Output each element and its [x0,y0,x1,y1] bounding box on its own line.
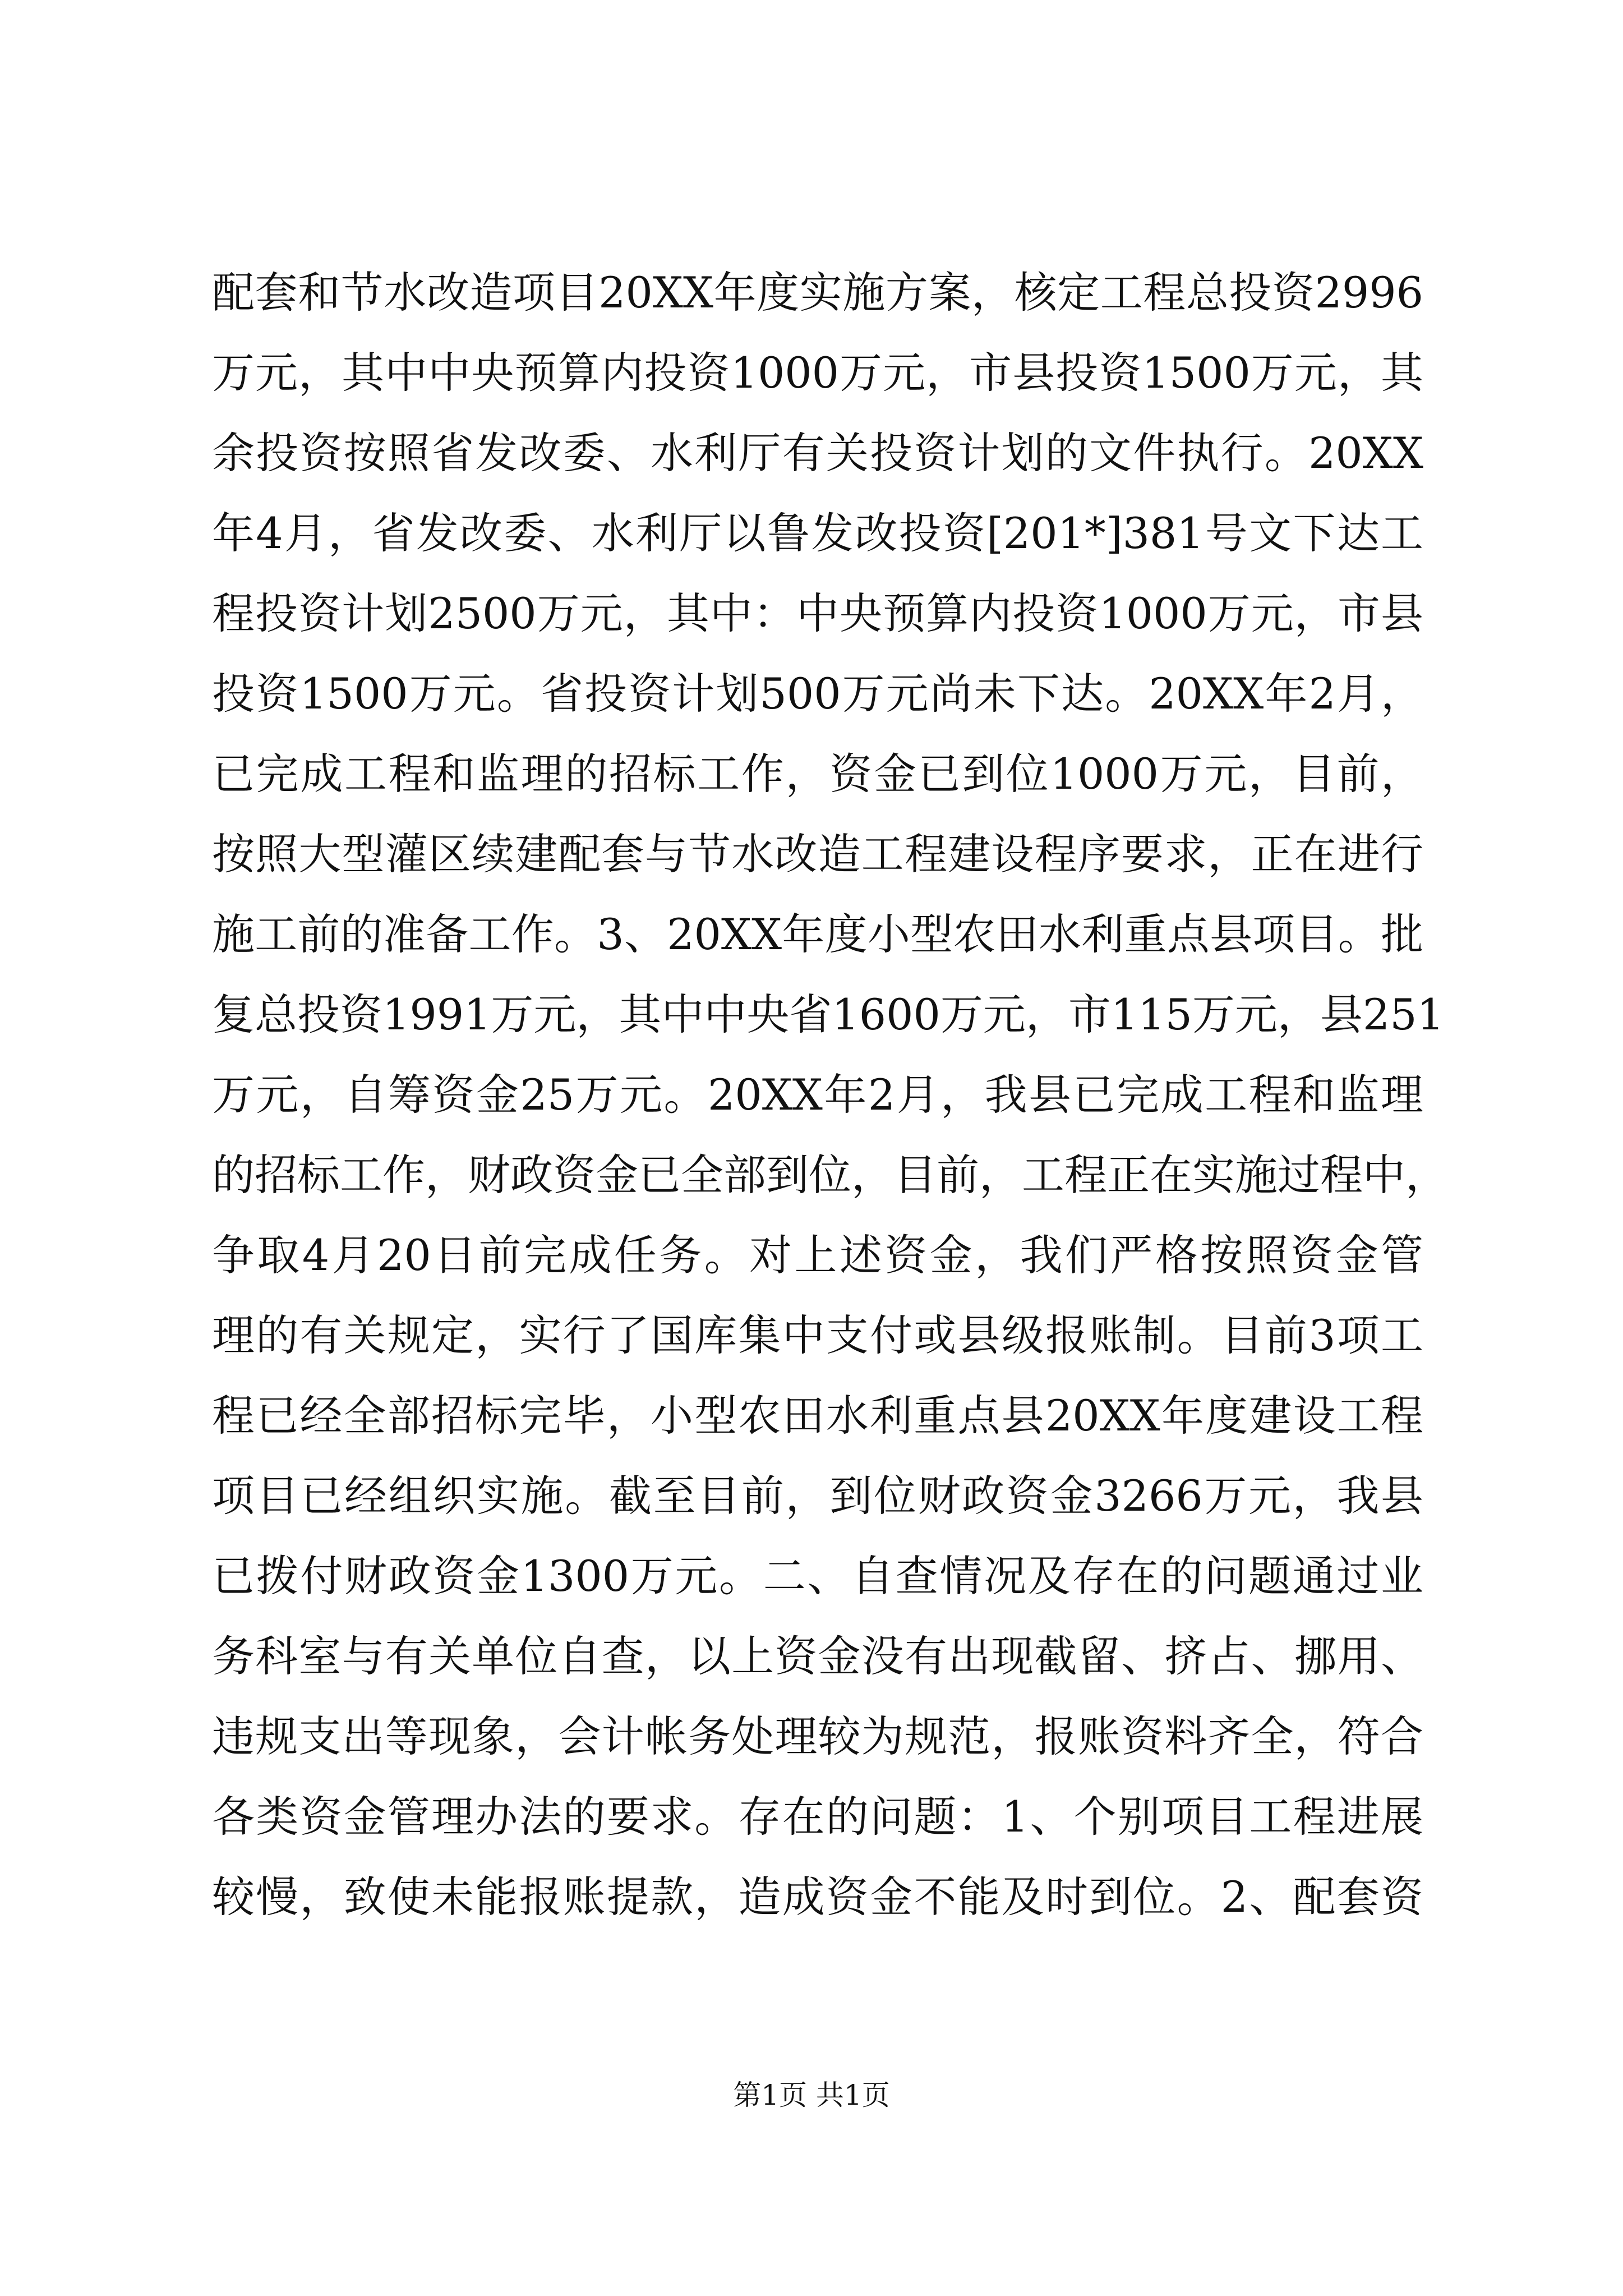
text-line: 配套和节水改造项目20XX年度实施方案，核定工程总投资2996 [212,268,1423,318]
text-line: 万元，其中中央预算内投资1000万元，市县投资1500万元，其 [212,348,1423,398]
text-line: 项目已经组织实施。截至目前，到位财政资金3266万元，我县 [212,1471,1423,1521]
text-line: 投资1500万元。省投资计划500万元尚未下达。20XX年2月， [212,669,1423,719]
text-line: 余投资按照省发改委、水利厅有关投资计划的文件执行。20XX [212,428,1423,478]
text-line: 程已经全部招标完毕，小型农田水利重点县20XX年度建设工程 [212,1391,1423,1441]
page-number-footer: 第1页 共1页 [733,2079,890,2111]
text-line: 已拨付财政资金1300万元。二、自查情况及存在的问题通过业 [212,1551,1423,1601]
text-line: 已完成工程和监理的招标工作，资金已到位1000万元，目前， [212,749,1423,799]
text-line: 万元，自筹资金25万元。20XX年2月，我县已完成工程和监理 [212,1070,1423,1120]
text-line: 务科室与有关单位自查，以上资金没有出现截留、挤占、挪用、 [212,1631,1423,1681]
body-text [212,252,1448,1937]
text-line: 施工前的准备工作。3、20XX年度小型农田水利重点县项目。批 [212,909,1423,959]
text-line: 按照大型灌区续建配套与节水改造工程建设程序要求，正在进行 [212,829,1423,879]
text-line: 各类资金管理办法的要求。存在的问题：1、个别项目工程进展 [212,1792,1423,1842]
text-line: 年4月，省发改委、水利厅以鲁发改投资[201*]381号文下达工 [212,508,1423,558]
text-line: 争取4月20日前完成任务。对上述资金，我们严格按照资金管 [212,1230,1423,1280]
text-line: 理的有关规定，实行了国库集中支付或县级报账制。目前3项工 [212,1310,1423,1360]
text-line: 复总投资1991万元，其中中央省1600万元，市115万元，县251 [212,990,1444,1039]
text-line: 违规支出等现象，会计帐务处理较为规范，报账资料齐全，符合 [212,1711,1423,1761]
text-line: 较慢，致使未能报账提款，造成资金不能及时到位。2、配套资 [212,1872,1423,1922]
text-line: 的招标工作，财政资金已全部到位，目前，工程正在实施过程中， [212,1150,1448,1200]
text-line: 程投资计划2500万元，其中：中央预算内投资1000万元，市县 [212,588,1423,638]
